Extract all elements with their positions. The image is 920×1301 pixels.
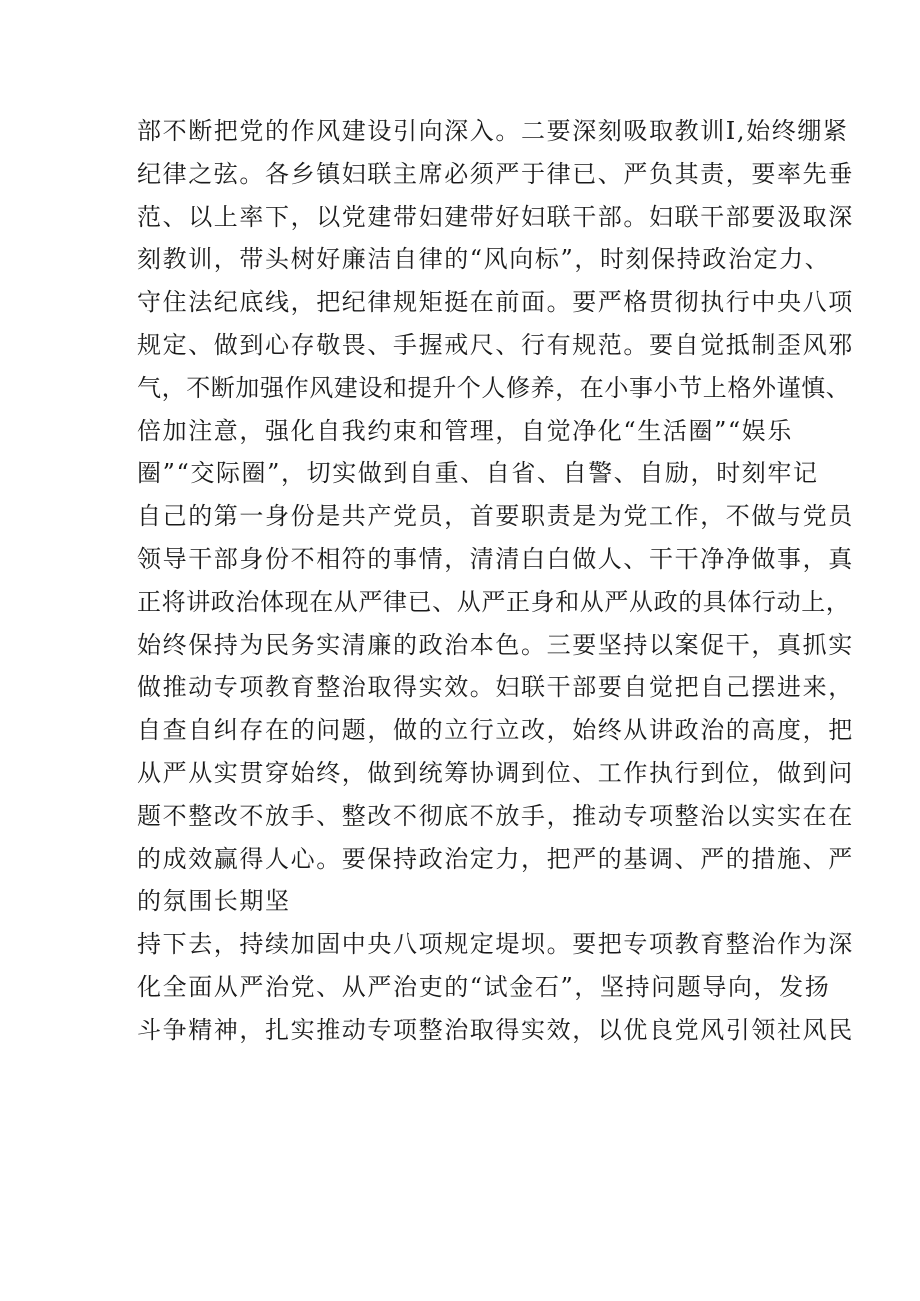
text-line-11: 领导干部身份不相符的事情，清清白白做人、干干净净做事，真 [137, 544, 854, 573]
text-line-13: 始终保持为民务实清廉的政治本色。三要坚持以案促干，真抓实 [137, 630, 854, 659]
text-line-12: 正将讲政治体现在从严律已、从严正身和从严从政的具体行动上， [137, 587, 851, 616]
text-line-4: 刻教训，带头树好廉洁自律的“风向标”，时刻保持政治定力、 [137, 245, 831, 274]
text-line-10: 自己的第一身份是共产党员，首要职责是为党工作，不做与党员 [137, 502, 854, 531]
text-line-21: 化全面从严治党、从严治吏的“试金石”，坚持问题导向，发扬 [137, 972, 831, 1001]
text-line-5: 守住法纪底线，把纪律规矩挺在前面。要严格贯彻执行中央八项 [137, 288, 854, 317]
text-line-17: 题不整改不放手、整改不彻底不放手，推动专项整治以实实在在 [137, 801, 854, 830]
text-line-3: 范、以上率下，以党建带妇建带好妇联干部。妇联干部要汲取深 [137, 202, 854, 231]
text-line-15: 自查自纠存在的问题，做的立行立改，始终从讲政治的高度，把 [137, 716, 854, 745]
text-line-2: 纪律之弦。各乡镇妇联主席必须严于律已、严负其责，要率先垂 [137, 159, 854, 188]
text-line-14: 做推动专项教育整治取得实效。妇联干部要自觉把自己摆进来， [137, 673, 854, 702]
text-line-7: 气，不断加强作风建设和提升个人修养，在小事小节上格外谨慎、 [137, 373, 851, 402]
text-line-9: 圈”“交际圈”，切实做到自重、自省、自警、自励，时刻牢记 [137, 459, 819, 488]
text-line-18: 的成效赢得人心。要保持政治定力，把严的基调、严的措施、严 [137, 844, 854, 873]
text-line-8: 倍加注意，强化自我约束和管理，自觉净化“生活圈”“娱乐 [137, 416, 794, 445]
text-line-6: 规定、做到心存敬畏、手握戒尺、行有规范。要自觉抵制歪风邪 [137, 330, 854, 359]
body-text [137, 110, 854, 1052]
text-line-20: 持下去，持续加固中央八项规定堤坝。要把专项教育整治作为深 [137, 930, 854, 959]
text-line-22: 斗争精神，扎实推动专项整治取得实效，以优良党风引领社风民 [137, 1015, 854, 1044]
text-line-19: 的氛围长期坚 [137, 887, 291, 916]
text-line-1: 部不断把党的作风建设引向深入。二要深刻吸取教训I,始终绷紧 [137, 117, 849, 145]
text-line-16: 从严从实贯穿始终，做到统筹协调到位、工作执行到位，做到问 [137, 758, 854, 787]
